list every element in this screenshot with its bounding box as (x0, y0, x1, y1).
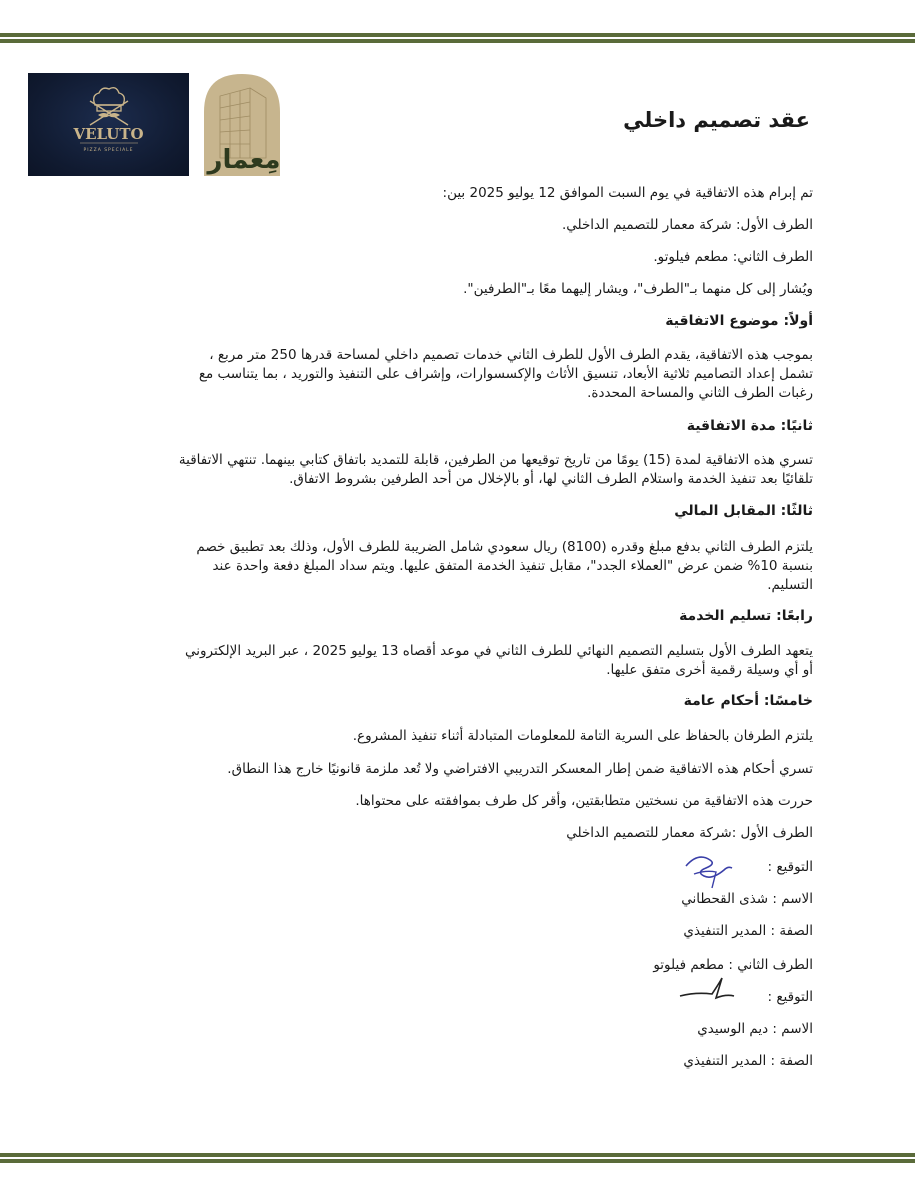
general-line-2: تسري أحكام هذه الاتفاقية ضمن إطار المعسكر التدريبي الافتراضي ولا تُعد ملزمة قانونيًا خارج هذا النطاق. (227, 761, 813, 777)
document-title: عقد تصميم داخلي (623, 108, 810, 132)
party-one-signature-field-label: التوقيع : (767, 859, 813, 875)
section-delivery-heading: رابعًا: تسليم الخدمة (679, 608, 813, 624)
general-line-3: حررت هذه الاتفاقية من نسختين متطابقتين، وأقر كل طرف بموافقته على محتواها. (355, 793, 813, 809)
memar-wordmark: مِعمار (207, 145, 281, 175)
veluto-tagline: PIZZA SPECIALE (83, 148, 134, 153)
party-one-signature (676, 848, 736, 890)
section-subject-heading: أولاً: موضوع الاتفاقية (665, 313, 813, 329)
section-duration-heading: ثانيًا: مدة الاتفاقية (686, 418, 813, 434)
party-one-signature-label: الطرف الأول :شركة معمار للتصميم الداخلي (566, 825, 813, 841)
reference-line: ويُشار إلى كل منهما بـ"الطرف"، ويشار إليهما معًا بـ"الطرفين". (463, 281, 813, 297)
building-icon (198, 72, 286, 176)
bottom-border (0, 1153, 915, 1163)
section-payment-text: يلتزم الطرف الثاني بدفع مبلغ وقدره (8100) ريال سعودي شامل الضريبة للطرف الأول، وذلك بعد تطبيق خصم بنسبة 10% ضمن عرض "العملاء الجدد"، مقابل تنفيذ الخدمة المتفق عليها. ويتم سداد المبلغ دفعة واحدة عند التسليم. (196, 539, 813, 593)
party-two-role: الصفة : المدير التنفيذي (683, 1053, 813, 1069)
top-border (0, 33, 915, 43)
chef-hat-icon (28, 73, 189, 176)
section-subject-text: بموجب هذه الاتفاقية، يقدم الطرف الأول للطرف الثاني خدمات تصميم داخلي لمساحة قدرها 250 متر مربع ، تشمل إعداد التصاميم ثلاثية الأبعاد، تنسيق الأثاث والإكسسوارات، وإشراف على التنفيذ والتوريد ، بما يتناسب مع رغبات الطرف الثاني والمساحة المحددة. (198, 347, 813, 401)
date-line: تم إبرام هذه الاتفاقية في يوم السبت الموافق 12 يوليو 2025 بين: (442, 185, 813, 201)
party-one-role: الصفة : المدير التنفيذي (683, 923, 813, 939)
veluto-wordmark: VELUTO (73, 125, 144, 143)
party-one-name: الاسم : شذى القحطاني (681, 891, 813, 907)
veluto-logo (28, 73, 189, 176)
section-duration-text: تسري هذه الاتفاقية لمدة (15) يومًا من تاريخ توقيعها من الطرفين، قابلة للتمديد باتفاق كتابي بينهما. تنتهي الاتفاقية تلقائيًا بعد تنفيذ الخدمة واستلام الطرف الثاني لها، أو بالإخلال من أحد الطرفين بشروط الاتفاق. (178, 452, 813, 487)
party-two-signature-label: الطرف الثاني : مطعم فيلوتو (653, 957, 813, 973)
party-two-line: الطرف الثاني: مطعم فيلوتو. (653, 249, 813, 265)
party-two-name: الاسم : ديم الوسيدي (697, 1021, 813, 1037)
party-two-signature (676, 974, 736, 1006)
section-payment-heading: ثالثًا: المقابل المالي (674, 503, 813, 519)
section-delivery-text: يتعهد الطرف الأول بتسليم التصميم النهائي للطرف الثاني في موعد أقصاه 13 يوليو 2025 ، عبر البريد الإلكتروني أو أي وسيلة رقمية أخرى متفق عليها. (185, 643, 813, 678)
memar-logo (198, 72, 286, 176)
section-general-heading: خامسًا: أحكام عامة (683, 693, 813, 709)
party-one-line: الطرف الأول: شركة معمار للتصميم الداخلي. (561, 217, 813, 233)
party-two-signature-field-label: التوقيع : (767, 989, 813, 1005)
general-line-1: يلتزم الطرفان بالحفاظ على السرية التامة للمعلومات المتبادلة أثناء تنفيذ المشروع. (352, 728, 813, 744)
